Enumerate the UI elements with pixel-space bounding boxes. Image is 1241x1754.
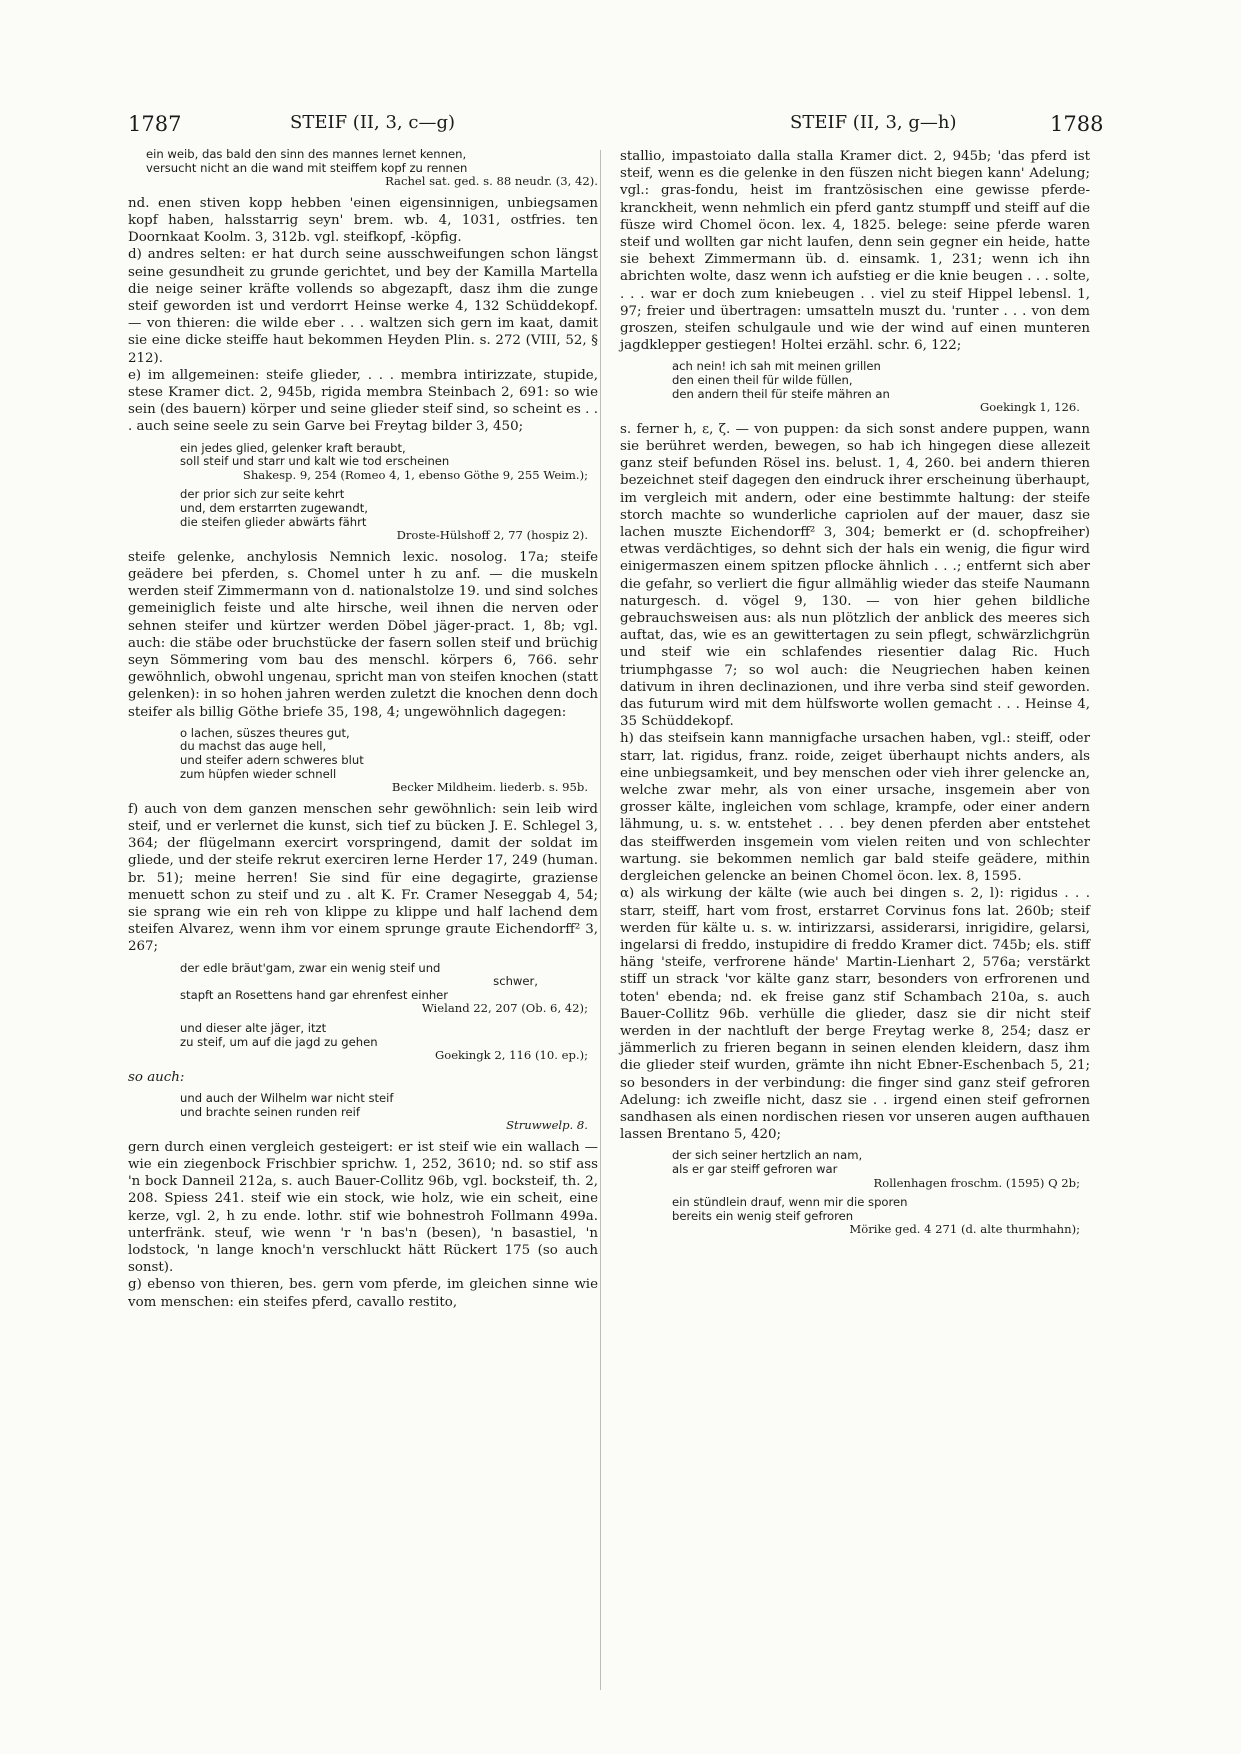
quote-block [672, 1196, 1090, 1237]
quote-source: Droste-Hülshoff 2, 77 (hospiz 2). [396, 528, 588, 543]
quote-line: die steifen glieder abwärts fährt [180, 514, 367, 529]
quote-source: Struwwelp. 8. [506, 1118, 588, 1133]
quote-block [180, 1022, 598, 1063]
quote-line: ach nein! ich sah mit meinen grillen [672, 359, 881, 374]
quote-source: Rachel sat. ged. s. 88 neudr. (3, 42). [385, 174, 598, 189]
quote-line: und auch der Wilhelm war nicht steif [180, 1090, 394, 1105]
quote-line: ein weib, das bald den sinn des mannes lernet kennen, [146, 147, 467, 161]
quote-line: und brachte seinen runden reif [180, 1104, 360, 1119]
quote-line: zum hüpfen wieder schnell [180, 766, 337, 781]
quote-line: soll steif und starr und kalt wie tod erscheinen [180, 454, 450, 469]
quote-block [146, 148, 598, 189]
quote-line: ein stündlein drauf, wenn mir die sporen [672, 1195, 908, 1210]
paragraph: s. ferner h, ε, ζ. — von puppen: da sich sonst andere puppen, wann sie berühret werden, bewegen, so hab ich hingegen diese allezeit ganz steif befunden Rösel ins. belust. 1, 4, 260. bei andern thieren bezeichnet steif dagegen den eindruck ihrer erscheinung überhaupt, im vergleich mit andern, oder eine bestimmte haltung: der steife storch machte so wunderliche capriolen auf der mauer, dasz sie lachen muszte Eichendorff² 3, 304; bemerkt er (d. schopfreiher) etwas verdächtiges, so dehnt sich der hals ein wenig, die figur wird einigermaszen einem spitzen pflocke ähnlich . . .; entfernt sich aber die gefahr, so verliert die figur allmählig wieder das steife Naumann naturgesch. d. vögel 9, 130. — von hier gehen bildliche gebrauchsweisen aus: als nun plötzlich der anblick des meeres sich auftat, das, wie es an gewittertagen zu sein pflegt, schwärzlichgrün und steif wie ein schlafendes riesentier dalag Ric. Huch triumphgasse 7; so wol auch: die Neugriechen haben keinen dativum in ihren declinazionen, und ihre verba sind steif geworden. das futurum wird mit dem hülfsworte wollen gemacht . . . Heinse 4, 35 Schüddekopf. [620, 421, 1090, 730]
quote-source: Shakesp. 9, 254 (Romeo 4, 1, ebenso Göthe 9, 255 Weim.); [242, 467, 588, 482]
right-running-title: STEIF (II, 3, g—h) [790, 112, 957, 133]
left-page-number: 1787 [128, 112, 182, 136]
quote-line: ein jedes glied, gelenker kraft beraubt, [180, 440, 406, 455]
paragraph: stallio, impastoiato dalla stalla Kramer dict. 2, 945b; 'das pferd ist steif, wenn es die gelenke in den füszen nicht biegen kann' Adelung; vgl.: gras-fondu, heist im frantzösischen eine gewisse pferde-kranckheit, wenn nehmlich ein pferd gantz stumpff und steiff auf die füsze wird Chomel öcon. lex. 4, 1825. belege: seine pferde waren steif und wollten gar nicht laufen, denn sein gegner ein heide, hatte sie behext Zimmermann üb. d. einsamk. 1, 231; wenn ich ihn abrichten wolte, dasz wenn ich aufstieg er die knie beugen . . . solte, . . . war er doch zum kniebeugen . . viel zu steif Hippel lebensl. 1, 97; freier und übertragen: umsatteln muszt du. 'runter . . . von dem groszen, steifen schulgaule und wie der wind auf einen munteren jagdklepper gestiegen! Holtei erzähl. schr. 6, 122; [620, 149, 1090, 354]
quote-line: stapft an Rosettens hand gar ehrenfest einher [180, 987, 449, 1002]
quote-line: als er gar steiff gefroren war [672, 1161, 838, 1176]
quote-block [180, 962, 598, 1016]
quote-source: Becker Mildheim. liederb. s. 95b. [391, 780, 588, 795]
quote-line: den andern theil für steife mähren an [672, 386, 890, 401]
paragraph: nd. enen stiven kopp hebben 'einen eigensinnigen, unbiegsamen kopf haben, halsstarrig seyn' brem. wb. 4, 1031, ostfries. ten Doornkaat Koolm. 3, 312b. vgl. steifkopf, -köpfig. [128, 195, 598, 246]
left-column [128, 148, 598, 1311]
quote-line: bereits ein wenig steif gefroren [672, 1208, 854, 1223]
left-running-title: STEIF (II, 3, c—g) [290, 112, 456, 133]
quote-line: und dieser alte jäger, itzt [180, 1020, 327, 1035]
paragraph: so auch: [128, 1069, 185, 1085]
quote-line: der prior sich zur seite kehrt [180, 487, 345, 502]
paragraph: h) das steifsein kann mannigfache ursachen haben, vgl.: steiff, oder starr, lat. rigidus, franz. roide, zeiget überhaupt nichts anders, als eine unbiegsamkeit, und bey menschen oder vieh ihrer gelencke an, welche zwar mehr, als von einer ursache, insgemein aber von grosser kälte, ingleichen vom schlage, krampfe, oder einer andern lähmung, u. s. w. entstehet . . . bey denen pferden aber entstehet das steiffwerden insgemein vom vielen reiten und von schlechter wartung. sie bekommen nemlich gar bald steife geädere, mithin dergleichen gelencke an beinen Chomel öcon. lex. 8, 1595. [620, 731, 1090, 885]
quote-line: o lachen, süszes theures gut, [180, 725, 350, 740]
quote-line: schwer, [493, 974, 538, 989]
paragraph: e) im allgemeinen: steife glieder, . . . membra intirizzate, stupide, stese Kramer dict. 2, 945b, rigida membra Steinbach 2, 691: so wie sein (des bauern) körper und seine glieder steif sind, so scheint es . . . auch seine seele zu sein Garve bei Freytag bilder 3, 450; [128, 367, 598, 435]
right-column [620, 148, 1090, 1243]
quote-block [672, 1149, 1090, 1190]
quote-source: Mörike ged. 4 271 (d. alte thurmhahn); [849, 1222, 1080, 1237]
quote-source: Goekingk 2, 116 (10. ep.); [434, 1048, 588, 1063]
quote-line: der sich seiner hertzlich an nam, [672, 1148, 863, 1163]
column-divider [600, 150, 601, 1690]
paragraph: d) andres selten: er hat durch seine ausschweifungen schon längst seine gesundheit zu grunde gerichtet, und bey der Kamilla Martella die neige seiner kräfte vollends so abgezapft, dasz ihm die zunge steif geworden ist und verdorrt Heinse werke 4, 132 Schüddekopf. — von thieren: die wilde eber . . . waltzen sich gern im kaat, damit sie eine dicke steiffe haut bekommen Heyden Plin. s. 272 (VIII, 52, § 212). [128, 247, 598, 366]
paragraph: f) auch von dem ganzen menschen sehr gewöhnlich: sein leib wird steif, und er verlernet die kunst, sich tief zu bücken J. E. Schlegel 3, 364; der flügelmann exercirt vorspringend, damit der soldat im gliede, und der steife rekrut exerciren lerne Herder 17, 249 (human. br. 51); meine herren! Sie sind für eine degagirte, graziense menuett schon zu steif und zu . alt K. Fr. Cramer Neseggab 4, 54; sie sprang wie ein reh von klippe zu klippe und half lachend dem steifen Alvarez, wenn ihm vor einem sprunge graute Eichendorff² 3, 267; [128, 801, 598, 955]
quote-source: Wieland 22, 207 (Ob. 6, 42); [421, 1001, 588, 1016]
quote-block [180, 727, 598, 795]
quote-line: und steifer adern schweres blut [180, 753, 364, 767]
paragraph: gern durch einen vergleich gesteigert: er ist steif wie ein wallach — wie ein ziegenbock Frischbier sprichw. 1, 252, 3610; nd. so stif ass 'n bock Danneil 212a, s. auch Bauer-Collitz 96b, vgl. bocksteif, th. 2, 208. Spiess 241. steif wie ein stock, wie holz, wie ein scheit, eine kerze, vgl. 2, h zu ende. lothr. stif wie bohnestroh Follmann 499a. unterfränk. steuf, wie wenn 'r 'n bas'n (besen), 'n basastiel, 'n lodstock, 'n lange knoch'n verschluckt hätt Rückert 175 (so auch sonst). [128, 1139, 598, 1276]
quote-line: zu steif, um auf die jagd zu gehen [180, 1034, 378, 1049]
quote-source: Goekingk 1, 126. [980, 400, 1080, 415]
paragraph: g) ebenso von thieren, bes. gern vom pferde, im gleichen sinne wie vom menschen: ein steifes pferd, cavallo restito, [128, 1277, 598, 1310]
quote-line: den einen theil für wilde füllen, [672, 373, 853, 388]
quote-source: Rollenhagen froschm. (1595) Q 2b; [873, 1175, 1080, 1190]
quote-block [180, 1092, 598, 1133]
quote-line: du machst das auge hell, [180, 739, 327, 754]
quote-line: versucht nicht an die wand mit steiffem kopf zu rennen [146, 160, 468, 175]
quote-block [180, 442, 598, 483]
paragraph: steife gelenke, anchylosis Nemnich lexic. nosolog. 17a; steife geädere bei pferden, s. Chomel unter h zu anf. — die muskeln werden steif Zimmermann von d. nationalstolze 19. und sind solches gemeiniglich feiste und alte hirsche, weil ihnen die nerven oder sehnen steifer und kürtzer werden Döbel jäger-pract. 1, 8b; vgl. auch: die stäbe oder bruchstücke der fasern sollen steif und brüchig seyn Sömmering vom bau des menschl. körpers 6, 766. sehr gewöhnlich, obwohl ungenau, spricht man von steifen knochen (statt gelenken): in so hohen jahren werden zuletzt die knochen denn doch steifer als billig Göthe briefe 35, 198, 4; ungewöhnlich dagegen: [128, 549, 598, 720]
quote-line: und, dem erstarrten zugewandt, [180, 501, 368, 515]
right-page-number: 1788 [1050, 112, 1104, 136]
paragraph: α) als wirkung der kälte (wie auch bei dingen s. 2, l): rigidus . . . starr, steiff, hart vom frost, erstarret Corvinus fons lat. 260b; steif werden für kälte u. s. w. intirizzarsi, assiderarsi, inrigidire, gelarsi, ingelarsi di freddo, instupidire di freddo Kramer dict. 745b; els. stiff häng 'steife, verfrorene hände' Martin-Lienhart 2, 576a; verstärkt stiff un strack 'vor kälte ganz starr, besonders von erfrorenen und toten' ebenda; nd. ek freise ganz stif Schambach 210a, s. auch Bauer-Collitz 96b. verhülle die glieder, dasz sie dir nicht steif werden in der nachtluft der berge Freytag werke 8, 254; dasz er jämmerlich zu frieren begann in seinen elenden kleidern, dasz ihm die glieder steif wurden, grämte ihn nicht Ebner-Eschenbach 5, 21; so besonders in der verbindung: die finger sind ganz steif gefroren Adelung: ich zweifle nicht, dasz sie . . irgend einen steif gefrornen sandhasen als einen nordischen riesen vor unseren augen aufthauen lassen Brentano 5, 420; [620, 886, 1090, 1143]
quote-line: der edle bräut'gam, zwar ein wenig steif und [180, 960, 441, 975]
quote-block [672, 360, 1090, 414]
quote-block [180, 488, 598, 542]
